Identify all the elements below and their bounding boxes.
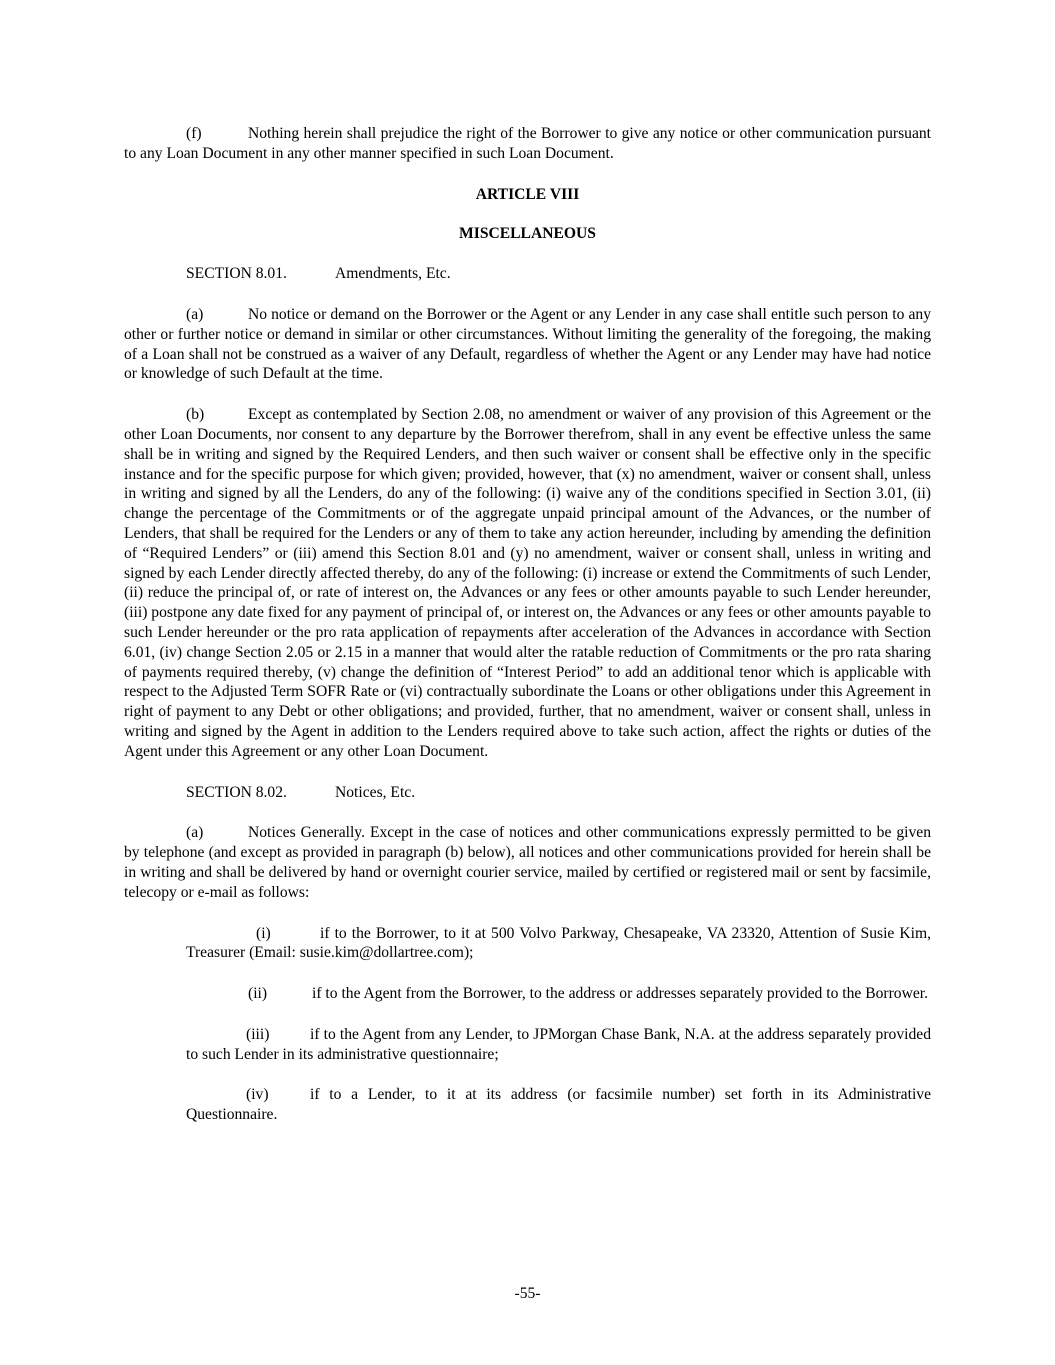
paragraph-f — [124, 124, 931, 164]
paragraph-text: Except as contemplated by Section 2.08, no amendment or waiver of any provision of this Agreement or the other Loan Documents, nor consent to any departure by the Borrower therefrom, shall in any event be effective unless the same shall be in writing and signed by the Required Lenders, and then such waiver or consent shall be effective only in the specific instance and for the specific purpose for which given; provided, however, that (x) no amendment, waiver or consent shall, unless in writing and signed by all the Lenders, do any of the following: (i) waive any of the conditions specified in Section 3.01, (ii) change the percentage of the Commitments or of the aggregate unpaid principal amount of the Advances, or the number of Lenders, that shall be required for the Lenders or any of them to take any action hereunder, including by amending the definition of “Required Lenders” or (iii) amend this Section 8.01 and (y) no amendment, waiver or consent shall, unless in writing and signed by each Lender directly affected thereby, do any of the following: (i) increase or extend the Commitments of such Lender, (ii) reduce the principal of, or rate of interest on, the Advances or any fees or other amounts payable to such Lender hereunder, (iii) postpone any date fixed for any payment of principal of, or interest on, the Advances or any fees or other amounts payable to such Lender hereunder or the pro rata application of repayments after acceleration of the Advances in accordance with Section 6.01, (iv) change Section 2.05 or 2.15 in a manner that would alter the ratable reduction of Commitments or the pro rata sharing of payments required thereby, (v) change the definition of “Interest Period” to add an additional tenor which is applicable with respect to the Adjusted Term SOFR Rate or (vi) contractually subordinate the Loans or other obligations under this Agreement in right of payment to any Debt or other obligations; and provided, further, that no amendment, waiver or consent shall, unless in writing and signed by the Agent in addition to the Lenders required above to take such action, affect the rights or duties of the Agent under this Agreement or any other Loan Document. — [124, 406, 931, 760]
notice-item — [186, 1085, 931, 1125]
paragraph-text: Nothing herein shall prejudice the right of the Borrower to give any notice or other communication pursuant to any Loan Document in any other manner specified in such Loan Document. — [124, 125, 931, 162]
paragraph-label: (b) — [186, 406, 205, 424]
section-8-02-paragraph-a — [124, 823, 931, 902]
item-text: if to the Agent from any Lender, to JPMorgan Chase Bank, N.A. at the address separately provided to such Lender in its administrative questionnaire; — [186, 1025, 931, 1063]
section-8-02-heading — [186, 783, 931, 803]
paragraph-text: Notices Generally. Except in the case of notices and other communications expressly permitted to be given by telephone (and except as provided in paragraph (b) below), all notices and other communications provided for herein shall be in writing and shall be delivered by hand or overnight courier service, mailed by certified or registered mail or sent by facsimile, telecopy or e-mail as follows: — [124, 824, 931, 901]
notice-item — [186, 924, 931, 964]
section-8-01-paragraph-a — [124, 305, 931, 384]
section-title: Amendments, Etc. — [335, 265, 451, 283]
article-number: ARTICLE VIII — [475, 185, 580, 203]
document-page — [124, 124, 931, 1146]
paragraph-label: (a) — [186, 824, 204, 842]
paragraph-text: No notice or demand on the Borrower or the Agent or any Lender in any case shall entitle such person to any other or further notice or demand in similar or other circumstances. Without limiting the generality of the foregoing, the making of a Loan shall not be construed as a waiver of any Default, regardless of whether the Agent or any Lender may have had notice or knowledge of such Default at the time. — [124, 305, 931, 383]
notice-item — [186, 984, 931, 1004]
item-label: (ii) — [248, 985, 268, 1003]
paragraph-label: (a) — [186, 305, 204, 323]
section-number: SECTION 8.02. — [186, 783, 287, 801]
section-8-01-heading — [186, 264, 931, 284]
section-8-01-paragraph-b — [124, 405, 931, 761]
item-text: if to the Agent from the Borrower, to the address or addresses separately provided to the Borrower. — [312, 985, 929, 1003]
paragraph-label: (f) — [186, 125, 202, 142]
notice-item — [186, 1025, 931, 1065]
item-label: (iii) — [246, 1025, 270, 1043]
section-title: Notices, Etc. — [335, 783, 416, 801]
article-title: MISCELLANEOUS — [459, 225, 596, 243]
item-text: if to a Lender, to it at its address (or facsimile number) set forth in its Administrative Questionnaire. — [186, 1086, 931, 1124]
item-label: (iv) — [246, 1086, 269, 1104]
page-number: -55- — [514, 1285, 541, 1302]
item-text: if to the Borrower, to it at 500 Volvo Parkway, Chesapeake, VA 23320, Attention of Susie Kim, Treasurer (Email: susie.kim@dollartree.com); — [186, 924, 931, 962]
section-number: SECTION 8.01. — [186, 265, 287, 283]
item-label: (i) — [256, 924, 271, 942]
